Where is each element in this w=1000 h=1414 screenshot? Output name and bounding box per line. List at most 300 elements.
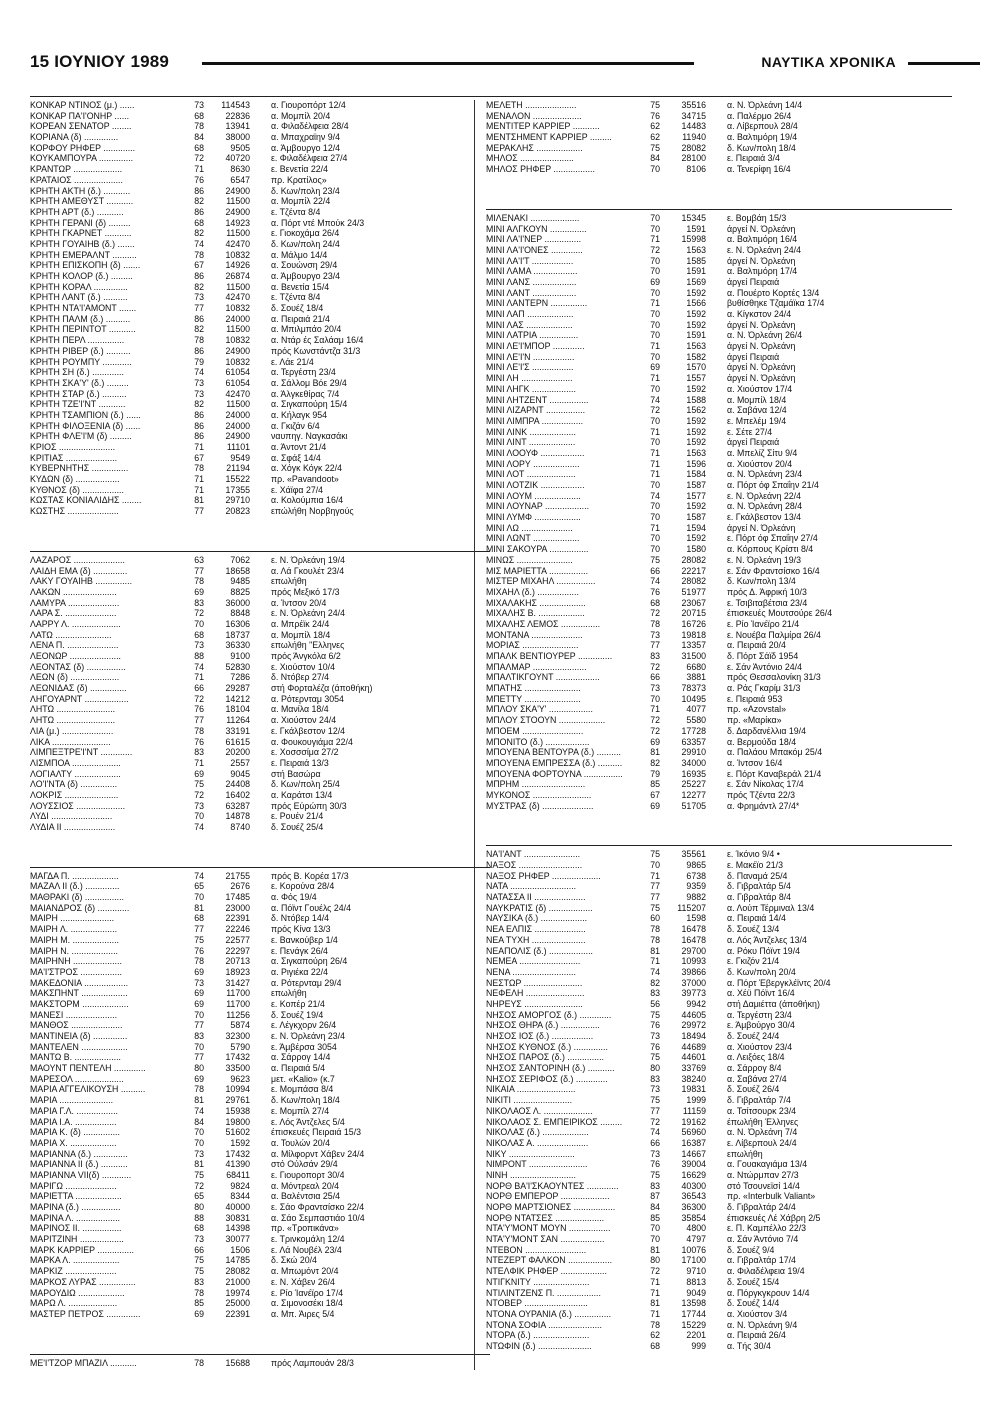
build-year: 70 [650, 223, 660, 234]
ship-name: ΝΤΑ'Υ'ΜΟΝΤ ΣΑΝ .................. [486, 1234, 605, 1245]
tonnage: 8344 [230, 1191, 250, 1202]
build-year: 68 [194, 110, 204, 121]
ship-name: ΚΟΝΚΑΡ ΝΤΙΝΟΣ (μ.) ...... [30, 100, 135, 110]
ship-row [486, 860, 952, 871]
build-year: 83 [194, 1276, 204, 1287]
tonnage: 8106 [686, 164, 706, 175]
ship-name: ΚΡΗΤΗ ΑΡΤ (δ.) ........... [30, 206, 124, 217]
ship-name: ΚΡΗΤΗ ΕΠΙΣΚΟΠΗ (δ) ....... [30, 260, 141, 271]
ship-row [486, 715, 952, 726]
ship-row [486, 459, 952, 470]
block-spacer [30, 839, 490, 867]
tonnage: 11940 [682, 132, 706, 143]
tonnage: 18923 [225, 966, 250, 977]
tonnage: 61054 [225, 377, 250, 388]
ship-name: ΜΑΡΙΑ Γ.Λ. ................. [30, 1105, 118, 1116]
position: άργεί Ν. Όρλεάνη [727, 362, 796, 373]
build-year: 70 [194, 1009, 204, 1020]
tonnage: 8630 [230, 164, 250, 175]
tonnage: 11159 [682, 1105, 706, 1116]
position: α. Χιούστον 20/4 [727, 458, 793, 469]
ship-row [486, 544, 952, 555]
ship-row [486, 298, 952, 309]
tonnage: 22297 [225, 945, 250, 956]
ship-row [30, 1052, 490, 1063]
ship-row [30, 1255, 490, 1266]
tonnage: 9045 [230, 768, 250, 779]
position: ε. Τζέντα 8/4 [271, 292, 321, 303]
ship-name: ΚΡΗΤΗ ΓΕΡΑΝΙ (δ) ......... [30, 217, 131, 228]
build-year: 73 [194, 640, 204, 651]
position: επωλήθη [271, 576, 307, 587]
build-year: 69 [194, 1308, 204, 1319]
ship-row [486, 988, 952, 999]
tonnage: 44601 [681, 1052, 706, 1063]
position: α. Σάρρογ 14/4 [271, 1052, 331, 1063]
build-year: 74 [194, 870, 204, 881]
ship-name: ΚΡΑΝΤΩΡ .................... [30, 164, 123, 175]
position: ε. Σάν Νίκολας 17/4 [727, 779, 804, 790]
tonnage: 1592 [686, 287, 706, 298]
ship-row [486, 913, 952, 924]
tonnage: 42470 [225, 388, 250, 399]
ship-name: ΛΕΩΝ (δ) .................... [30, 672, 120, 683]
build-year: 74 [194, 367, 204, 378]
position: α. Άλγκεθίρας 7/4 [271, 388, 340, 399]
ship-name: ΚΡΗΤΗ ΤΖΕ'Ι'ΝΤ ........... [30, 399, 126, 410]
position: α. Μόντρεαλ 20/4 [271, 1180, 340, 1191]
position: α. Πόρτ Έβεργκλέϊντς 20/4 [727, 977, 831, 988]
tonnage: 1592 [686, 383, 706, 394]
tonnage: 9485 [230, 576, 250, 587]
ship-name: ΛΙΚΑ ........................ [30, 736, 111, 747]
tonnage: 16726 [681, 618, 706, 629]
position: δ. Δαρδανέλλια 19/4 [727, 725, 806, 736]
position: δ. Κων/πολη 23/4 [271, 185, 340, 196]
ship-name: ΚΡΗΤΗ ΦΛΕ'Ι'Μ (δ) ......... [30, 431, 132, 442]
ship-name: ΝΟΡΘ ΜΑΡΤΣΙΟΝΕΣ ................. [486, 1202, 616, 1212]
tonnage: 1999 [686, 1095, 706, 1106]
ship-row [30, 324, 490, 335]
tonnage: 61615 [225, 736, 250, 747]
ship-name: ΜΑΙΡΗ Μ. ................... [30, 934, 119, 945]
build-year: 68 [194, 217, 204, 228]
ship-name: ΝΤΩΦΙΝ (δ.) ...................... [486, 1340, 592, 1351]
tonnage: 11500 [226, 324, 250, 335]
position: δ. Σουέζ 15/4 [727, 1276, 780, 1287]
position: άργεί Ν. Όρλεάνη [727, 522, 796, 533]
build-year: 78 [650, 1319, 660, 1330]
ship-name: ΛΑΖΑΡΟΣ ..................... [30, 554, 125, 565]
ship-row [486, 395, 952, 406]
ship-name: ΝΑΥΚΡΑΤΙΣ (δ) .................. [486, 902, 593, 913]
ship-row [30, 111, 490, 122]
ship-row [30, 1202, 490, 1213]
tonnage: 33769 [681, 1063, 706, 1074]
ship-name: ΛΑΚΩΝ ...................... [30, 586, 117, 597]
tonnage: 17744 [681, 1308, 706, 1319]
tonnage: 19800 [225, 1116, 250, 1127]
ship-name: ΝΤΙΛΙΝΤΖΕΝΣ Π. .................. [486, 1287, 601, 1298]
build-year: 70 [650, 330, 660, 341]
ship-name: ΜΑΡΩ Λ. .................... [30, 1298, 118, 1309]
build-year: 68 [194, 1223, 204, 1234]
ship-row [486, 1031, 952, 1042]
tonnage: 16402 [225, 789, 250, 800]
position: πρός Άνγκόλα 6/2 [271, 651, 341, 661]
position: α. Πόργκγκρουν 14/4 [727, 1287, 810, 1298]
build-year: 70 [194, 1041, 204, 1052]
ship-row [486, 213, 952, 224]
ship-name: ΜΙΛΕΝΑΚΙ .................... [486, 212, 580, 223]
ship-name: ΜΙΝΙ ΛΩ ..................... [486, 522, 573, 533]
tonnage: 36543 [681, 1191, 706, 1202]
position: α. Ν. Όρλεάνη 23/4 [727, 469, 803, 480]
ship-row [30, 946, 490, 957]
position: ε. Ρίο Ίανέϊρο 17/4 [271, 1287, 344, 1298]
position: ε. Μακέϊο 21/3 [727, 860, 783, 870]
tonnage: 14398 [225, 1223, 250, 1234]
ship-name: ΛΙΑ (μ.) ..................... [30, 725, 114, 736]
build-year: 75 [194, 934, 204, 945]
ship-name: ΜΙΝΙ ΛΕ'Ι'Σ ................. [486, 362, 574, 373]
build-year: 70 [650, 860, 660, 870]
position: α. Τενερίφη 16/4 [727, 164, 791, 175]
ship-name: ΝΕΑ ΤΥΧΗ ...................... [486, 934, 586, 945]
ship-row [30, 1170, 490, 1181]
tonnage: 10832 [225, 356, 250, 367]
position: δ. Ντόβερ 27/4 [271, 672, 330, 683]
tonnage: 40300 [681, 1180, 706, 1191]
build-year: 56 [650, 998, 660, 1009]
build-year: 77 [194, 924, 204, 935]
ship-name: ΚΡΗΤΗ ΦΙΛΟΞΕΝΙΑ (δ) ...... [30, 420, 141, 431]
build-year: 86 [194, 431, 204, 442]
build-year: 78 [194, 725, 204, 736]
column-divider [474, 100, 475, 1370]
position: έπισκευές Λέ Χάβρη 2/5 [727, 1212, 821, 1223]
tonnage: 13357 [681, 640, 706, 651]
ship-row [486, 630, 952, 641]
ship-row [486, 512, 952, 523]
position: ε. Νουέβα Παλμίρα 26/4 [727, 629, 821, 640]
tonnage: 1557 [686, 373, 706, 384]
build-year: 77 [650, 881, 660, 892]
ship-row [486, 1277, 952, 1288]
tonnage: 22391 [225, 1308, 250, 1319]
ship-row [486, 1020, 952, 1031]
position: άργεί Ν. Όρλεάνη [727, 223, 796, 234]
build-year: 66 [650, 672, 660, 683]
ship-row [30, 566, 490, 577]
tonnage: 1580 [686, 544, 706, 555]
tonnage: 51977 [681, 586, 706, 597]
position: α. Πειραιά 21/4 [271, 313, 330, 324]
ship-name: ΜΙΝΙ ΛΟΥΝΑΡ .................. [486, 501, 590, 512]
position: ε. Ρίο Ίανέϊρο 21/4 [727, 618, 800, 629]
position: α. Λός Άντζελες 13/4 [727, 934, 807, 945]
ship-row [486, 1330, 952, 1341]
ship-name: ΝΗΣΟΣ ΠΑΡΟΣ (δ.) ............... [486, 1052, 604, 1063]
position: α. Τουλών 20/4 [271, 1137, 331, 1148]
page-header [30, 50, 980, 76]
build-year: 71 [650, 298, 660, 309]
position: ε. Πόρτ όφ Σπαΐην 27/4 [727, 533, 818, 544]
ship-name: ΝΤΕΛΦΙΚ ΡΗΦΕΡ ................... [486, 1266, 607, 1277]
ship-name: ΜΑΘΡΑΚΙ (δ) ................ [30, 892, 124, 903]
ship-row [486, 598, 952, 609]
ship-row [486, 881, 952, 892]
position: ε. Γκάλβεστον 12/4 [271, 725, 346, 736]
ship-name: ΚΡΙΟΣ ....................... [30, 442, 116, 452]
position: δ. Ντόβερ 14/4 [271, 913, 330, 924]
tonnage: 7286 [230, 672, 250, 683]
ship-row [30, 978, 490, 989]
build-year: 76 [650, 1041, 660, 1052]
position: α. Χιούστον 17/4 [727, 383, 793, 394]
build-year: 75 [650, 1009, 660, 1020]
build-year: 74 [194, 661, 204, 672]
tonnage: 1592 [686, 501, 706, 512]
position: άργεί Πειραιά [727, 351, 780, 362]
position: ε. Λά Νουβέλ 23/4 [271, 1244, 342, 1255]
ship-row [30, 346, 490, 357]
position: α. Ίντσον 16/4 [727, 757, 783, 768]
ship-row [486, 164, 952, 175]
position: α. Μανίλα 18/4 [271, 704, 329, 715]
position: α. Βαλτιμόρη 17/4 [727, 266, 798, 277]
position: α. Λίβερπουλ 28/4 [727, 121, 798, 132]
tonnage: 1562 [686, 405, 706, 416]
build-year: 69 [650, 800, 660, 811]
build-year: 73 [650, 1031, 660, 1041]
position: ε. Σέτε 27/4 [727, 426, 773, 437]
tonnage: 18104 [225, 704, 250, 715]
tonnage: 9882 [686, 892, 706, 903]
position: α. Βερμούδα 18/4 [727, 736, 797, 747]
ship-row [30, 1223, 490, 1234]
ship-row [30, 271, 490, 282]
build-year: 76 [194, 704, 204, 715]
ship-row [30, 935, 490, 946]
build-year: 62 [650, 132, 660, 143]
ship-row [486, 266, 952, 277]
build-year: 77 [194, 1020, 204, 1031]
ship-name: ΛΑΙΔΗ ΕΜΑ (δ) .............. [30, 565, 128, 576]
build-year: 71 [650, 341, 660, 352]
position: άργεί Πειραιά [727, 437, 780, 448]
build-year: 70 [194, 892, 204, 903]
ship-row [486, 608, 952, 619]
block-spacer [30, 1326, 490, 1354]
ship-row [486, 153, 952, 164]
build-year: 75 [194, 1266, 204, 1277]
tonnage: 14483 [681, 121, 706, 132]
ship-row [486, 694, 952, 705]
ship-row [486, 1309, 952, 1320]
ship-block [30, 867, 490, 1320]
ship-name: ΛΑΡΑ Σ. ..................... [30, 608, 117, 619]
ship-row [30, 485, 490, 496]
tonnage: 28082 [681, 554, 706, 565]
build-year: 70 [650, 512, 660, 523]
publication-title: ΝΑΥΤΙΚΑ ΧΡΟΝΙΚΑ [761, 54, 896, 70]
build-year: 69 [194, 998, 204, 1009]
position: πρός Δ. Άφρική 10/3 [727, 586, 807, 597]
ship-row [30, 367, 490, 378]
tonnage: 9549 [230, 452, 250, 463]
ship-row [30, 892, 490, 903]
ship-name: ΜΙΝΙ ΛΗ ..................... [486, 373, 573, 384]
ship-row [30, 913, 490, 924]
position: ε. Κορούνα 28/4 [271, 881, 335, 892]
ship-name: ΜΕΝΤΣΗΜΕΝΤ ΚΑΡΡΙΕΡ ......... [486, 132, 612, 143]
ship-name: ΛΑΜΥΡΑ ..................... [30, 597, 120, 608]
ship-name: ΜΟΡΙΑΣ ....................... [486, 640, 579, 651]
build-year: 66 [650, 1137, 660, 1148]
position: δ. Κων/πολη 20/4 [727, 966, 796, 977]
ship-name: ΛΕΟΝΤΑΣ (δ) ................ [30, 661, 126, 672]
tonnage: 1592 [686, 319, 706, 330]
tonnage: 6738 [686, 870, 706, 881]
ship-row [486, 288, 952, 299]
build-year: 86 [194, 409, 204, 420]
build-year: 72 [650, 1116, 660, 1127]
ship-row [486, 1074, 952, 1085]
tonnage: 999 [691, 1340, 706, 1351]
tonnage: 17728 [681, 725, 706, 736]
ship-name: ΜΑΝΘΟΣ ..................... [30, 1020, 123, 1031]
position: ε. Χοσσσίμα 27/2 [271, 747, 339, 758]
build-year: 62 [650, 1330, 660, 1341]
tonnage: 36330 [225, 640, 250, 651]
tonnage: 9623 [230, 1073, 250, 1084]
position: ε. Μπελέμ 19/4 [727, 415, 787, 426]
tonnage: 33500 [225, 1063, 250, 1074]
tonnage: 1584 [686, 469, 706, 480]
build-year: 86 [194, 185, 204, 196]
position: α. Παλέρμο 26/4 [727, 110, 792, 121]
ship-name: ΝΙΝΗ ........................... [486, 1169, 576, 1180]
position: ε. Πειραιά 953 [727, 693, 783, 704]
position: ε. Σάν Άντόνιο 24/4 [727, 661, 802, 672]
position: ε. Πόρτ Καναβεράλ 21/4 [727, 768, 822, 779]
build-year: 71 [650, 1308, 660, 1319]
ship-name: ΜΕΛΕΤΗ ..................... [486, 100, 577, 110]
position: α. Σφάξ 14/4 [271, 452, 321, 463]
tonnage: 1566 [686, 298, 706, 309]
ship-row [30, 801, 490, 812]
build-year: 70 [650, 309, 660, 319]
build-year: 62 [650, 121, 660, 132]
ship-name: ΜΑΚΣΠΗΝΤ ................... [30, 988, 128, 999]
tonnage: 16306 [225, 618, 250, 629]
position: α. Μπωμόντ 20/4 [271, 1266, 339, 1277]
build-year: 81 [650, 1298, 660, 1309]
tonnage: 16935 [681, 768, 706, 779]
ship-row [30, 1358, 490, 1369]
position: α. Ν. Όρλεάνη 26/4 [727, 330, 803, 341]
build-year: 69 [194, 586, 204, 597]
ship-row [30, 630, 490, 641]
position: ε. Γιοκοχάμα 26/4 [271, 228, 340, 239]
build-year: 75 [650, 142, 660, 153]
build-year: 70 [650, 319, 660, 330]
position: μετ. «Kalio» (κ.7 [271, 1073, 335, 1084]
tonnage: 4800 [686, 1223, 706, 1234]
ship-row [486, 1213, 952, 1224]
build-year: 69 [194, 988, 204, 999]
ship-name: ΛΕΝΑ Π. ..................... [30, 640, 119, 651]
build-year: 71 [194, 757, 204, 768]
position: α. Κολούμπια 16/4 [271, 495, 344, 506]
build-year: 83 [194, 1031, 204, 1041]
build-year: 82 [650, 757, 660, 768]
position: α. Χιούστον 24/4 [271, 715, 337, 726]
ship-row [30, 726, 490, 737]
tonnage: 17355 [225, 484, 250, 495]
build-year: 75 [650, 554, 660, 565]
build-year: 81 [194, 1159, 204, 1170]
tonnage: 24900 [225, 345, 250, 356]
build-year: 77 [194, 565, 204, 576]
build-year: 83 [650, 1073, 660, 1084]
position: πρός Κίνα 13/3 [271, 924, 331, 935]
position: ε. Τζέντα 8/4 [271, 206, 321, 217]
position: α. Πουέρτο Κορτές 13/4 [727, 287, 820, 298]
build-year: 72 [650, 1266, 660, 1277]
ship-row [486, 427, 952, 438]
build-year: 71 [194, 484, 204, 495]
tonnage: 1592 [686, 415, 706, 426]
position: δ. Σουέζ 24/4 [727, 1031, 780, 1041]
ship-name: ΝΤΟΡΑ (δ.) ....................... [486, 1330, 590, 1341]
build-year: 76 [650, 586, 660, 597]
tonnage: 31427 [225, 977, 250, 988]
ship-name: ΜΑΣΤΕΡ ΠΕΤΡΟΣ .............. [30, 1308, 141, 1319]
ship-name: ΝΑ'Ι'ΑΝΤ ....................... [486, 849, 581, 860]
position: α. Σουώνση 29/4 [271, 260, 338, 271]
tonnage: 7062 [230, 554, 250, 565]
tonnage: 24900 [225, 206, 250, 217]
ship-row [486, 384, 952, 395]
build-year: 72 [194, 153, 204, 164]
tonnage: 115207 [677, 902, 706, 913]
tonnage: 30831 [225, 1212, 250, 1223]
tonnage: 9359 [686, 881, 706, 892]
build-year: 71 [650, 373, 660, 384]
tonnage: 33191 [225, 725, 250, 736]
ship-name: ΜΙΝΙ ΛΑΝΤΕΡΝ ............... [486, 298, 588, 309]
ship-name: ΝΙΚΟΛΑΟΣ Σ. ΕΜΠΕΙΡΙΚΟΣ ......... [486, 1116, 623, 1127]
build-year: 71 [650, 1276, 660, 1287]
tonnage: 36000 [225, 597, 250, 608]
tonnage: 1577 [686, 490, 706, 501]
build-year: 83 [650, 988, 660, 999]
build-year: 63 [194, 554, 204, 565]
position: δ. Κων/πολη 13/4 [727, 576, 796, 587]
tonnage: 14667 [681, 1148, 706, 1159]
build-year: 76 [194, 174, 204, 185]
ship-name: ΝΙΚΙΤΙ ........................ [486, 1095, 573, 1106]
tonnage: 12277 [681, 789, 706, 800]
ship-row [486, 330, 952, 341]
tonnage: 8740 [230, 822, 250, 832]
ship-row [30, 1106, 490, 1117]
ship-name: ΝΕΑ ΕΛΠΙΣ ..................... [486, 924, 586, 935]
build-year: 75 [650, 1169, 660, 1180]
build-year: 71 [650, 426, 660, 437]
